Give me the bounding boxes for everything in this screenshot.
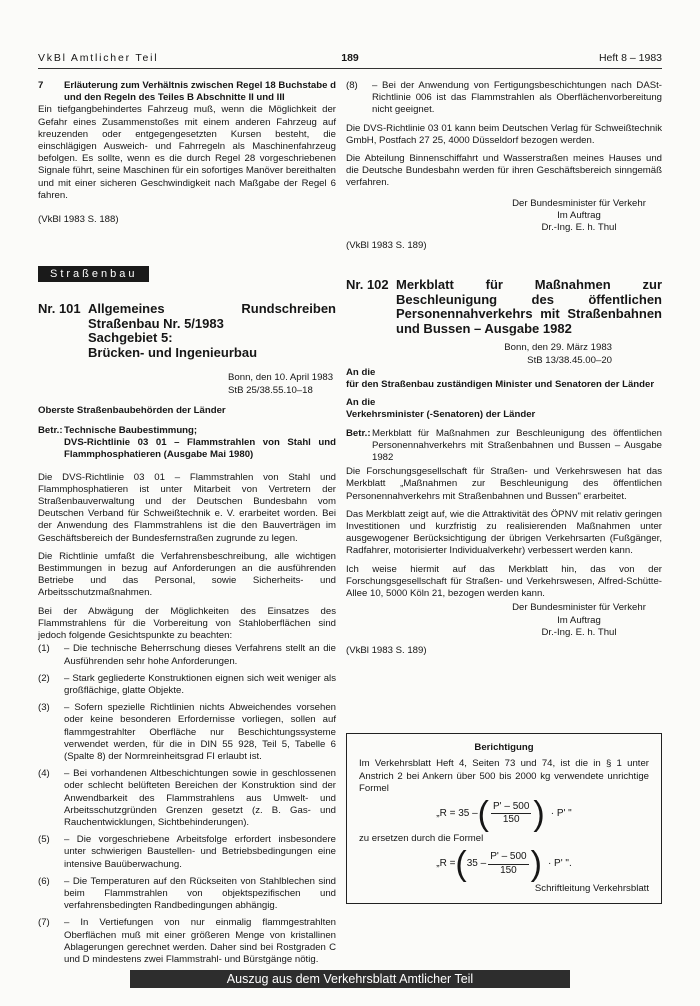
nr101-point-list xyxy=(38,643,336,966)
nr101-heading xyxy=(38,302,336,360)
nr102-heading xyxy=(346,278,662,336)
correction-signature: Schriftleitung Verkehrsblatt xyxy=(534,883,649,895)
formula-wrong-lhs: „R = 35 – xyxy=(436,807,478,819)
item7-number: 7 xyxy=(38,80,44,91)
page-number: 189 xyxy=(341,52,359,64)
nr102-date-block xyxy=(346,342,662,366)
nr101-subtitle-2: Brücken- und Ingenieurbau xyxy=(88,344,258,360)
correction-mid-text: zu ersetzen durch die Formel xyxy=(359,832,484,844)
nr101-file-ref: StB 25/38.55.10–18 xyxy=(228,384,313,396)
nr102-addressee-1 xyxy=(346,367,662,391)
list-item xyxy=(38,768,336,829)
nr101-subject-label: Betr.: xyxy=(38,425,63,437)
signature-name: Dr.-Ing. E. h. Thul xyxy=(541,222,617,234)
section-banner: Straßenbau xyxy=(38,266,149,282)
formula-correct-lhs: „R = xyxy=(436,858,456,870)
signature-block-2 xyxy=(496,602,662,639)
nr102-date: Bonn, den 29. März 1983 xyxy=(504,342,612,354)
list-item-text: – Sofern spezielle Richtlinien nichts Abweichendes vorsehen oder keine besonderen Erfordernisse vorliegen, sollen auf flammgestrahlter Oberfläche nur Beschichtungssysteme verwendet werden, für die in DIN 55 928, Teil 5, Tabelle 6 (Spalte 8) der Normreinheitsgrad FI erlaubt ist. xyxy=(64,702,336,762)
list-item xyxy=(38,876,336,913)
list-item xyxy=(38,643,336,667)
nr101-date-block xyxy=(38,372,336,396)
page-header xyxy=(38,52,662,69)
formula-correct-numerator: P' – 500 xyxy=(488,851,528,864)
list-item xyxy=(346,80,662,117)
formula-correct-fraction xyxy=(488,851,528,876)
header-journal: VkBl Amtlicher Teil xyxy=(38,52,159,64)
addressee-prefix: An die xyxy=(346,397,376,409)
list-item-number: (3) xyxy=(38,702,50,714)
addressee-prefix: An die xyxy=(346,366,376,378)
correction-box xyxy=(346,733,662,904)
footer-banner: Auszug aus dem Verkehrsblatt Amtlicher Teil xyxy=(130,970,570,988)
nr101-subject-text xyxy=(64,425,336,462)
formula-wrong xyxy=(359,794,649,833)
nr101-subject-line-1: Technische Baubestimmung; xyxy=(64,425,198,437)
nr101-subject xyxy=(38,425,336,462)
list-item-number: (7) xyxy=(38,917,50,929)
list-item xyxy=(38,917,336,966)
nr102-subject-label: Betr.: xyxy=(346,427,371,439)
signature-name: Dr.-Ing. E. h. Thul xyxy=(541,626,617,638)
nr102-subject xyxy=(346,428,662,465)
nr101-subtitle-1: Sachgebiet 5: xyxy=(88,330,173,346)
formula-wrong-numerator: P' – 500 xyxy=(491,801,531,814)
nr101-addressee: Oberste Straßenbaubehörden der Länder xyxy=(38,404,226,416)
nr102-paragraph-1: Die Forschungsgesellschaft für Straßen- und Verkehrswesen hat das Merkblatt „Maßnahmen zur Beschleunigung des öffentlichen Personennahverkehrs mit Straßenbahnen und Bussen" erarbeitet. xyxy=(346,466,662,502)
list-item-text: – Stark gegliederte Konstruktionen eignen sich weit weniger als großflächige, glatte Objekte. xyxy=(64,672,336,696)
list-item-number: (2) xyxy=(38,672,50,684)
right-column xyxy=(346,80,662,904)
addressee-text: für den Straßenbau zuständigen Minister und Senatoren der Länder xyxy=(346,379,655,391)
nr102-number: Nr. 102 xyxy=(346,277,389,293)
nr101-subject-line-2: DVS-Richtlinie 03 01 – Flammstrahlen von Stahl und Flammphosphatieren (Ausgabe Mai 1980) xyxy=(64,437,336,461)
correction-title: Berichtigung xyxy=(474,742,534,754)
list-item-text: – Bei vorhandenen Altbeschichtungen sowie in geschlossenen oder schlecht belüfteten Bereichen der Konstruktion sind der Anwendbarkeit des Flammstrahlens aus Umwelt- und Arbeitsschutzgründen Grenzen gesetzt (z. B. Gas- und Rauchentwicklungen, Sichtbehinderungen). xyxy=(64,768,336,828)
signature-ministry: Der Bundesminister für Verkehr xyxy=(512,602,646,614)
list-item-number: (4) xyxy=(38,768,50,780)
list-item-number: (6) xyxy=(38,875,50,887)
list-item-text: – Die technische Beherrschung dieses Verfahrens stellt an die Ausführenden sehr hohe Anforderungen. xyxy=(64,643,336,667)
nr101-title: Allgemeines Rundschreiben Straßenbau Nr. 5/1983 xyxy=(88,301,336,331)
formula-correct-constant: 35 – xyxy=(466,858,487,870)
formula-wrong-fraction xyxy=(491,801,531,826)
list-item xyxy=(38,702,336,763)
list-item-text: – Die Temperaturen auf den Rückseiten von Stahlblechen sind beim Flammstrahlen von objektspezifischen und verfahrensbedingten Randbedingungen abhängig. xyxy=(64,875,336,912)
nr101-paragraph-3: Bei der Abwägung der Möglichkeiten des Einsatzes des Flammstrahlens für die Vorbereitung von Stahloberflächen sind jedoch folgende Gesichtspunkte zu beachten: xyxy=(38,605,336,642)
list-item-text: – In Vertiefungen von nur einmalig flammgestrahlten Oberflächen muß mit einer größeren Menge von kristallinen Ablagerungen gerechnet werden. Daher sind bei Rostgraden C und D mindestens zwei Flammstrahl- und Bürstgänge nötig. xyxy=(64,917,336,965)
nr101-reference: (VkBl 1983 S. 189) xyxy=(346,240,427,252)
dvs-source-paragraph: Die DVS-Richtlinie 03 01 kann beim Deutschen Verlag für Schweißtechnik GmbH, Postfach 27 25, 4000 Düsseldorf bezogen werden. xyxy=(346,122,662,146)
list-item-text: – Die vorgeschriebene Arbeitsfolge erfordert insbesondere unter schwierigen Baustellen- und Betriebsbedingungen eine intensive Bauüberwachung. xyxy=(64,834,336,870)
nr102-addressee-2 xyxy=(346,397,662,421)
nr102-subject-text: Merkblatt für Maßnahmen zur Beschleunigung des öffentlichen Personennahverkehrs mit Straßenbahnen und Bussen – Ausgabe 1982 xyxy=(372,427,662,464)
nr101-paragraph-2: Die Richtlinie umfaßt die Verfahrensbeschreibung, alle wichtigen Bestimmungen in bezug auf Anforderungen an die ausführenden Betriebe und das Personal, sowie Sicherheits- und Arbeitsschutzmaßnahmen. xyxy=(38,550,336,599)
correction-text: Im Verkehrsblatt Heft 4, Seiten 73 und 74, ist die in § 1 unter Anstrich 2 bei Ankern über 500 bis 2000 kg verwendete unrichtige Formel xyxy=(359,758,649,794)
nr102-title: Merkblatt für Maßnahmen zur Beschleunigung des öffentlichen Personennahverkehrs mit Straßenbahnen und Bussen – Ausgabe 1982 xyxy=(396,277,662,336)
addressee-text: Verkehrsminister (-Senatoren) der Länder xyxy=(346,409,536,421)
signature-block-1 xyxy=(496,198,662,235)
item7-body: Ein tiefgangbehindertes Fahrzeug muß, wenn die Möglichkeit der Gefahr eines Zusammenstoßes mit einem anderen Fahrzeug auf kreuzenden oder entgegengesetzten Kursen besteht, die einschlägigen Ausweich- und Fahrregeln als Maschinenfahrzeug befolgen. Es sollte, wenn es die durch Regel 28 vorgeschriebenen Signale führt, seine Maschinen für ein sofortiges Manöver bereithalten und mit einer sicheren Geschwindigkeit nach Maßgabe der Regel 6 fahren. xyxy=(38,104,336,201)
close-paren-icon: ) xyxy=(533,794,545,833)
list-item-text: – Bei der Anwendung von Fertigungsbeschichtungen nach DASt-Richtlinie 006 ist das Flammstrahlen als Oberflächenvorbereitung nicht geeignet. xyxy=(372,80,662,116)
nr101-paragraph-1: Die DVS-Richtlinie 03 01 – Flammstrahlen von Stahl und Flammphosphatieren ist unter Mitarbeit von Vertretern der Straßenbauverwaltung und der Deutschen Bundesbahn vom Deutschen Verband für Schweißtechnik e. V. erarbeitet worden. Bei der Anwendung des Flammstrahlens ist die den Bauverträgen im Geschäftsbereich der Bundesfernstraßen zugrunde zu legen. xyxy=(38,471,336,544)
item7-heading xyxy=(38,80,336,104)
left-column xyxy=(38,80,336,966)
formula-wrong-denominator: 150 xyxy=(502,814,520,826)
close-paren-icon: ) xyxy=(530,845,542,884)
open-paren-icon: ( xyxy=(477,794,489,833)
signature-ministry: Der Bundesminister für Verkehr xyxy=(512,197,646,209)
signature-mandate: Im Auftrag xyxy=(557,614,601,626)
nr101-number: Nr. 101 xyxy=(38,301,81,317)
nr102-reference: (VkBl 1983 S. 189) xyxy=(346,644,427,656)
list-item-number: (8) xyxy=(346,80,358,91)
list-item xyxy=(38,673,336,697)
item7-title: Erläuterung zum Verhältnis zwischen Regel 18 Buchstabe d und den Regeln des Teiles B Abschnitte II und III xyxy=(64,80,336,104)
header-issue: Heft 8 – 1983 xyxy=(598,52,662,64)
formula-correct-tail: · P' ". xyxy=(547,858,572,870)
nr101-title-block xyxy=(88,302,336,360)
list-item-number: (1) xyxy=(38,643,50,655)
section-banner-wrap xyxy=(38,266,336,282)
open-paren-icon: ( xyxy=(455,845,467,884)
item7-reference: (VkBl 1983 S. 188) xyxy=(38,214,119,226)
formula-correct-denominator: 150 xyxy=(500,864,517,876)
nr102-paragraph-3: Ich weise hiermit auf das Merkblatt hin, das von der Forschungsgesellschaft für Straßen- und Verkehrswesen, Alfred-Schütte-Allee 10, 5000 Köln 21, bezogen werden kann. xyxy=(346,563,662,600)
nr101-date: Bonn, den 10. April 1983 xyxy=(228,372,334,384)
formula-wrong-tail: · P' " xyxy=(550,807,572,819)
nr102-file-ref: StB 13/38.45.00–20 xyxy=(527,354,612,366)
nr102-paragraph-2: Das Merkblatt zeigt auf, wie die Attraktivität des ÖPNV mit relativ geringen Investitionen und kurzfristig zu realisierenden Maßnahmen unter ausgewogener Berücksichtigung der übrigen Verkehrsarten (Fußgänger, Radfahrer, motorisierter Individualverkehr) verbessert werden kann. xyxy=(346,508,662,557)
list-item xyxy=(38,834,336,871)
formula-correct xyxy=(359,845,649,884)
department-paragraph: Die Abteilung Binnenschiffahrt und Wasserstraßen meines Hauses und die Deutsche Bundesbahn werden für ihren Geschäftsbereich sinngemäß verfahren. xyxy=(346,153,662,189)
list-item-number: (5) xyxy=(38,834,50,846)
signature-mandate: Im Auftrag xyxy=(557,209,601,221)
